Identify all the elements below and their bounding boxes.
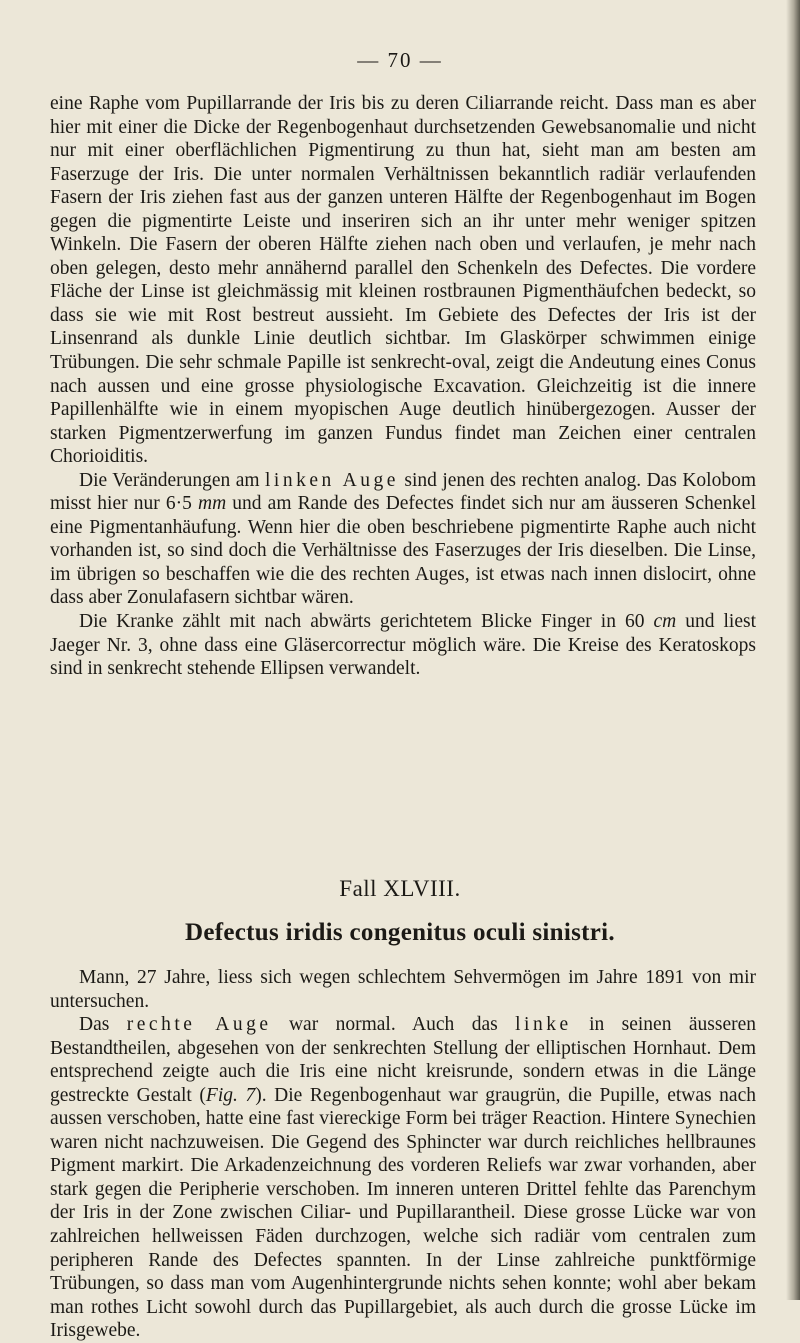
text-run: Die Veränderungen am (79, 469, 265, 491)
page-edge-shadow (786, 0, 800, 1300)
body-text-top (50, 92, 756, 681)
spaced-emphasis: rechte Auge (126, 1014, 272, 1036)
text-run: war normal. Auch das (271, 1014, 516, 1036)
text-run: ). Die Regenbogenhaut war graugrün, die Pupille, etwas nach aussen verschoben, hatte eine fast viereckige Form bei träger Reaction. Hintere Synechien waren nicht nachzuweisen. Die Gegend des Sphincter war durch reichliches hellbraunes Pigment markirt. Die Arkadenzeichnung des vorderen Reliefs war zwar vorhanden, aber stark gegen die Peripherie verschoben. Im inneren unteren Drittel fehlte das Parenchym der Iris in der Zone zwischen Ciliar- und Pupillarantheil. Diese grosse Lücke war von zahlreichen hellweissen Fäden durchzogen, welche sich radiär vom centralen zum peripheren Rande des Defectes spannten. In der Linse zahlreiche punktförmige Trübungen, so dass man vom Augenhintergrunde nichts sehen konnte; wohl aber bekam man rothes Licht sowohl durch das Pupillargebiet, als auch durch die grosse Lücke im Irisgewebe. (50, 1084, 756, 1342)
paragraph-left-eye (50, 469, 756, 610)
text-run: und am Rande des Defectes findet sich nur am äusseren Schenkel eine Pigmentanhäufung. Wenn hier die oben beschriebene pigmentirte Raphe auch nicht vorhanden ist, so sind doch die Verhältnisse des Faserzuges der Iris dieselben. Die Linse, im übrigen so beschaffen wie die des rechten Auges, ist etwas nach innen dislocirt, ohne dass aber Zonulafasern sichtbar wären. (50, 493, 756, 609)
paragraph-vision-test (50, 610, 756, 681)
unit-italic: mm (198, 493, 227, 515)
spaced-emphasis: linke (515, 1014, 572, 1036)
page-number-header: — 70 — (357, 48, 443, 72)
text-run: Das (79, 1014, 127, 1036)
text-run: in seinen äusseren Bestandtheilen, abgesehen von der senkrechten Stellung der elliptischen Hornhaut. Dem entsprechend zeigte auch die Iris eine nicht kreisrunde, sondern etwas in die Länge gestreckte Gestalt ( (50, 1014, 757, 1106)
unit-italic: cm (653, 611, 677, 633)
text-run: und liest Jaeger Nr. 3, ohne dass eine Gläsercorrectur möglich wäre. Die Kreise des Keratoskops sind in senkrecht stehende Ellipsen verwandelt. (50, 611, 756, 680)
paragraph-intro: Mann, 27 Jahre, liess sich wegen schlechtem Sehvermögen im Jahre 1891 von mir untersuchen. (50, 967, 756, 1012)
body-text-bottom (50, 966, 756, 1343)
paragraph-findings (50, 1013, 756, 1343)
figure-reference: Fig. 7 (205, 1084, 256, 1106)
spaced-emphasis: linken Auge (264, 469, 399, 491)
case-title: Defectus iridis congenitus oculi sinistri. (185, 919, 615, 946)
text-run: Die Kranke zählt mit nach abwärts gerichtetem Blicke Finger in 60 (79, 611, 654, 633)
text-run: sind jenen des rechten analog. Das Kolobom misst hier nur 6·5 (50, 469, 757, 515)
case-label: Fall XLVIII. (339, 876, 461, 901)
paragraph-continuation: eine Raphe vom Pupillarrande der Iris bis zu deren Ciliarrande reicht. Dass man es aber hier mit einer die Dicke der Regenbogenhaut durchsetzenden Gewebsanomalie und nicht nur mit einer oberflächlichen Pigmentirung zu thun hat, sieht man am besten am Faserzuge der Iris. Die unter normalen Verhältnissen bekanntlich radiär verlaufenden Fasern der Iris ziehen fast aus der ganzen unteren Hälfte der Regenbogenhaut im Bogen gegen die pigmentirte Leiste und inseriren sich an ihr unter mehr weniger spitzen Winkeln. Die Fasern der oberen Hälfte ziehen nach oben und verlaufen, je mehr nach oben gelegen, desto mehr annähernd parallel den Schenkeln des Defectes. Die vordere Fläche der Linse ist gleichmässig mit kleinen rostbraunen Pigmenthäufchen bedeckt, so dass sie wie mit Rost bestreut aussieht. Im Gebiete des Defectes der Iris ist der Linsenrand als dunkle Linie deutlich sichtbar. Im Glaskörper schwimmen einige Trübungen. Die sehr schmale Papille ist senkrecht-oval, zeigt die Andeutung eines Conus nach aussen und eine grosse physiologische Excavation. Gleichzeitig ist die innere Papillenhälfte wie in einem myopischen Auge deutlich hinübergezogen. Ausser der starken Pigmentzerwerfung im ganzen Fundus findet man Zeichen einer centralen Chorioiditis. (50, 93, 756, 468)
